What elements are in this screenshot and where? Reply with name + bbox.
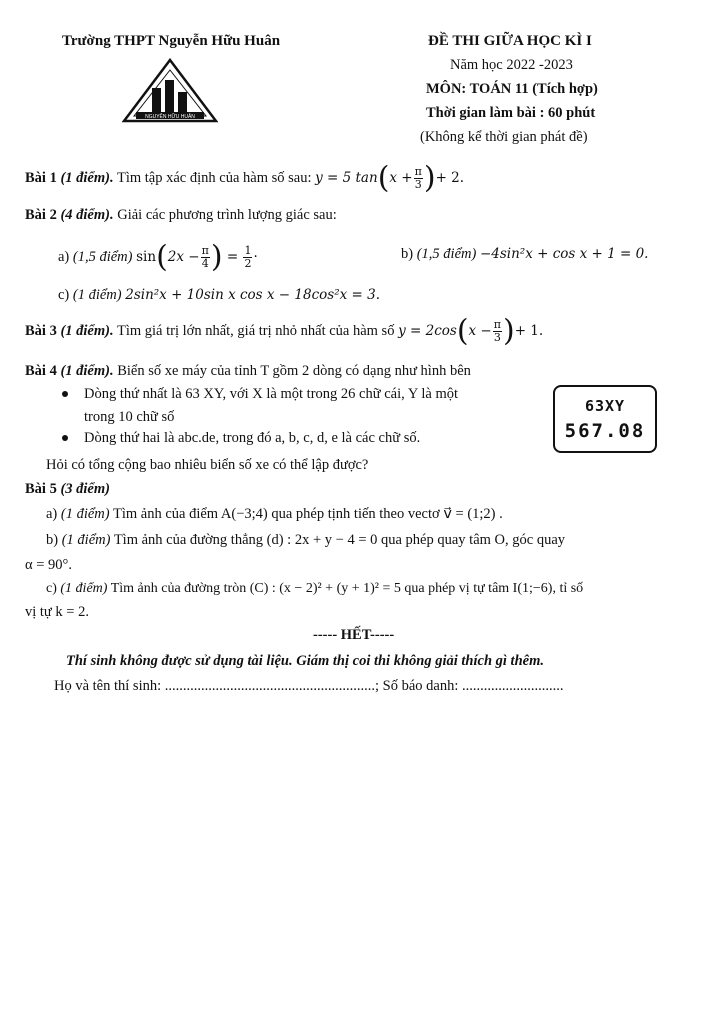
plate-line1: 63XY — [584, 397, 626, 415]
bai2-c-label: c) — [58, 287, 70, 303]
bai2-c-formula: 2sin²x + 10sin x cos x − 18cos²x = 3. — [125, 287, 381, 303]
bai5-b-text-line2: α = 90°. — [25, 557, 72, 573]
bai3-formula-pre: y = 2cos — [398, 323, 457, 339]
bai5-c-text-line1: Tìm ảnh của đường tròn (C) : (x − 2)² + (y + 1)² = 5 qua phép vị tự tâm I(1;−6), tỉ số — [110, 581, 584, 596]
bai4-heading — [25, 362, 471, 380]
bai1: Bài 1 (1 điểm). Tìm tập xác định của hàm số sau: y = 5 tan(x + $\frac{\pi}{3}$ )+ 2. — [25, 160, 465, 196]
bai5-b — [46, 531, 565, 549]
bai5-points: (3 điểm) — [60, 481, 110, 497]
bai4-question: Hỏi có tổng cộng bao nhiêu biển số xe có thể lập được? — [46, 457, 369, 473]
instruction: Thí sinh không được sử dụng tài liệu. Giám thị coi thi không giải thích gì thêm. — [66, 653, 544, 669]
bai5-a — [46, 505, 503, 523]
bai1-label: Bài 1 — [25, 170, 57, 186]
bai5-a-label: a) — [46, 506, 58, 522]
bai3-frac-num: π — [493, 318, 501, 331]
bai5-b-label: b) — [46, 532, 59, 548]
bai4-bullet1-line2: trong 10 chữ số — [84, 409, 175, 425]
bai5-b-points: (1 điểm) — [61, 532, 111, 548]
bai2-a-eq: = — [226, 249, 239, 265]
school-year: Năm học 2022 -2023 — [450, 57, 573, 73]
bai4-bullet2: Dòng thứ hai là abc.de, trong đó a, b, c, d, e là các chữ số. — [84, 430, 421, 446]
bai2-b-formula: −4sin²x + cos x + 1 = 0. — [479, 246, 649, 262]
bai2-points: (4 điểm). — [60, 207, 114, 223]
bai1-frac-den: 3 — [414, 178, 422, 191]
bai2-a-pre: sin — [136, 249, 157, 265]
bullet-1 — [62, 391, 68, 397]
bai2-b-points: (1,5 điểm) — [416, 246, 477, 262]
candidate-info: Họ và tên thí sinh: ..........................................................; Số báo danh: ............................ — [54, 678, 564, 694]
bai4-text: Biển số xe máy của tỉnh T gồm 2 dòng có dạng như hình bên — [117, 363, 471, 379]
bai1-formula-pre: y = 5 tan — [315, 170, 378, 186]
bai2-c-points: (1 điểm) — [72, 287, 122, 303]
bai2-a-points: (1,5 điểm) — [72, 249, 133, 265]
bai3-points: (1 điểm). — [60, 323, 114, 339]
bai2-a-rhs-den: 2 — [244, 257, 252, 270]
bai4-label: Bài 4 — [25, 363, 57, 379]
bai2-b-label: b) — [401, 246, 414, 262]
bai2-a-inner: 2x − — [167, 249, 200, 265]
bullet-2 — [62, 435, 68, 441]
bai3-formula-inner: x − — [468, 323, 492, 339]
bai5-c-text-line2: vị tự k = 2. — [25, 604, 89, 620]
bai5-a-points: (1 điểm) — [60, 506, 110, 522]
exam-title: ĐỀ THI GIỮA HỌC KÌ I — [428, 33, 592, 49]
bai1-points: (1 điểm). — [60, 170, 114, 186]
bai2-b — [401, 245, 648, 263]
bai3-label: Bài 3 — [25, 323, 57, 339]
bai2-a-frac-den: 4 — [201, 257, 209, 270]
bai2-a: a) (1,5 điểm) sin(2x − $\frac{\pi}{4}$ ) = $\frac{1}{2}$ · — [58, 239, 258, 275]
bai3-frac-den: 3 — [493, 331, 501, 344]
bai1-formula-post: + 2. — [435, 170, 465, 186]
bai2-c — [58, 286, 380, 304]
bai4-points: (1 điểm). — [60, 363, 114, 379]
bai5-c-points: (1 điểm) — [60, 581, 108, 596]
school-logo — [122, 58, 218, 126]
bai2-a-label: a) — [58, 249, 70, 265]
subject: MÔN: TOÁN 11 (Tích hợp) — [426, 81, 598, 97]
bai3: Bài 3 (1 điểm). Tìm giá trị lớn nhất, giá trị nhỏ nhất của hàm số y = 2cos(x − $\frac{\pi}{3}$ )+ 1. — [25, 313, 544, 349]
bai1-frac-num: π — [414, 165, 422, 178]
bai2-label: Bài 2 — [25, 207, 57, 223]
bai1-formula-inner: x + — [389, 170, 413, 186]
bai2-a-end: · — [253, 249, 258, 265]
bai2-text: Giải các phương trình lượng giác sau: — [117, 207, 337, 223]
bai5-label: Bài 5 — [25, 481, 57, 497]
bai3-formula-post: + 1. — [514, 323, 544, 339]
bai2-heading — [25, 206, 337, 224]
school-name: Trường THPT Nguyễn Hữu Huân — [62, 33, 281, 49]
bai5-a-text: Tìm ảnh của điểm A(−3;4) qua phép tịnh tiến theo vectơ v⃗ = (1;2) . — [112, 506, 503, 522]
license-plate — [553, 385, 657, 453]
end-marker: ----- HẾT----- — [313, 627, 395, 643]
bai5-c-label: c) — [46, 581, 57, 596]
plate-line2: 567.08 — [564, 420, 646, 442]
duration: Thời gian làm bài : 60 phút — [426, 105, 596, 121]
logo-text: NGUYỄN HỮU HUÂN — [145, 114, 195, 120]
bai2-a-rhs-num: 1 — [244, 244, 252, 257]
bai2-a-frac-num: π — [201, 244, 209, 257]
bai5-c — [46, 580, 583, 598]
bai5-b-text-line1: Tìm ảnh của đường thẳng (d) : 2x + y − 4 = 0 qua phép quay tâm O, góc quay — [113, 532, 566, 548]
duration-note: (Không kể thời gian phát đề) — [420, 129, 588, 145]
bai4-bullet1-line1: Dòng thứ nhất là 63 XY, với X là một trong 26 chữ cái, Y là một — [84, 386, 459, 402]
bai5-heading — [25, 480, 110, 498]
bai1-text: Tìm tập xác định của hàm số sau: — [116, 170, 312, 186]
bai3-text: Tìm giá trị lớn nhất, giá trị nhỏ nhất của hàm số — [116, 323, 395, 339]
